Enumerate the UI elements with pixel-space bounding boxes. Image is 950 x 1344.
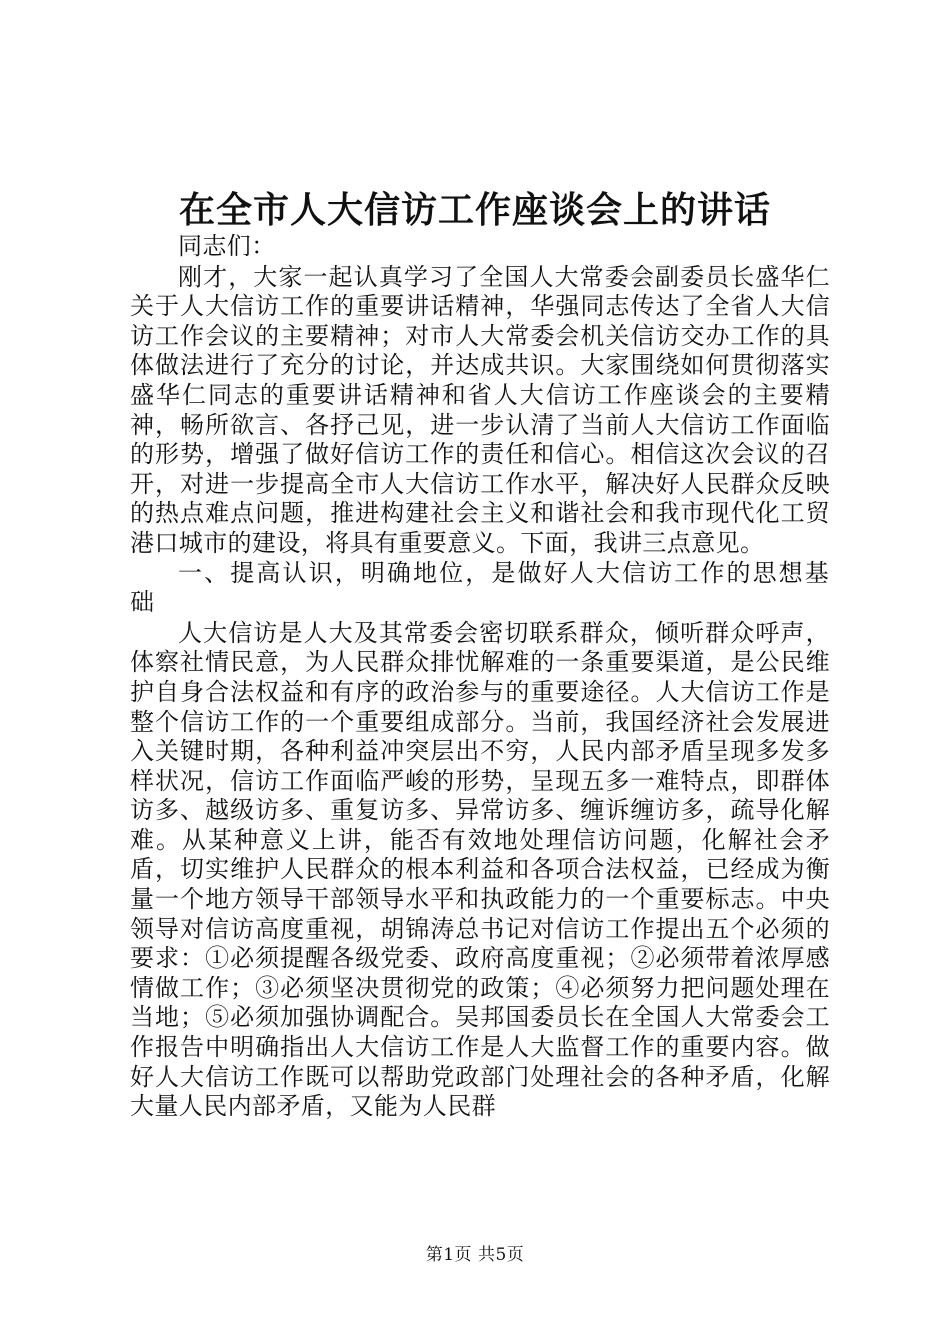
section-heading: 一、提高认识，明确地位，是做好人大信访工作的思想基础: [130, 558, 830, 617]
body-paragraph: 人大信访是人大及其常委会密切联系群众，倾听群众呼声，体察社情民意，为人民群众排忧解难的一条重要渠道，是公民维护自身合法权益和有序的政治参与的重要途径。人大信访工作是整个信访工作的一个重要组成部分。当前，我国经济社会发展进入关键时期，各种利益冲突层出不穷，人民内部矛盾呈现多发多样状况，信访工作面临严峻的形势，呈现五多一难特点，即群体访多、越级访多、重复访多、异常访多、缠诉缠访多，疏导化解难。从某种意义上讲，能否有效地处理信访问题，化解社会矛盾，切实维护人民群众的根本利益和各项合法权益，已经成为衡量一个地方领导干部领导水平和执政能力的一个重要标志。中央领导对信访高度重视，胡锦涛总书记对信访工作提出五个必须的要求：①必须提醒各级党委、政府高度重视；②必须带着浓厚感情做工作；③必须坚决贯彻党的政策；④必须努力把问题处理在当地；⑤必须加强协调配合。吴邦国委员长在全国人大常委会工作报告中明确指出人大信访工作是人大监督工作的重要内容。做好人大信访工作既可以帮助党政部门处理社会的各种矛盾，化解大量人民内部矛盾，又能为人民群: [130, 618, 830, 1121]
intro-paragraph: 刚才，大家一起认真学习了全国人大常委会副委员长盛华仁关于人大信访工作的重要讲话精神，华强同志传达了全省人大信访工作会议的主要精神；对市人大常委会机关信访交办工作的具体做法进行了充分的讨论，并达成共识。大家围绕如何贯彻落实盛华仁同志的重要讲话精神和省人大信访工作座谈会的主要精神，畅所欲言、各抒己见，进一步认清了当前人大信访工作面临的形势，增强了做好信访工作的责任和信心。相信这次会议的召开，对进一步提高全市人大信访工作水平，解决好人民群众反映的热点难点问题，推进构建社会主义和谐社会和我市现代化工贸港口城市的建设，将具有重要意义。下面，我讲三点意见。: [130, 262, 830, 557]
page-footer: 第1页 共5页: [425, 1245, 525, 1265]
document-title: 在全市人大信访工作座谈会上的讲话: [178, 189, 771, 231]
document-body: [130, 232, 830, 1124]
salutation-paragraph: 同志们：: [178, 232, 276, 260]
